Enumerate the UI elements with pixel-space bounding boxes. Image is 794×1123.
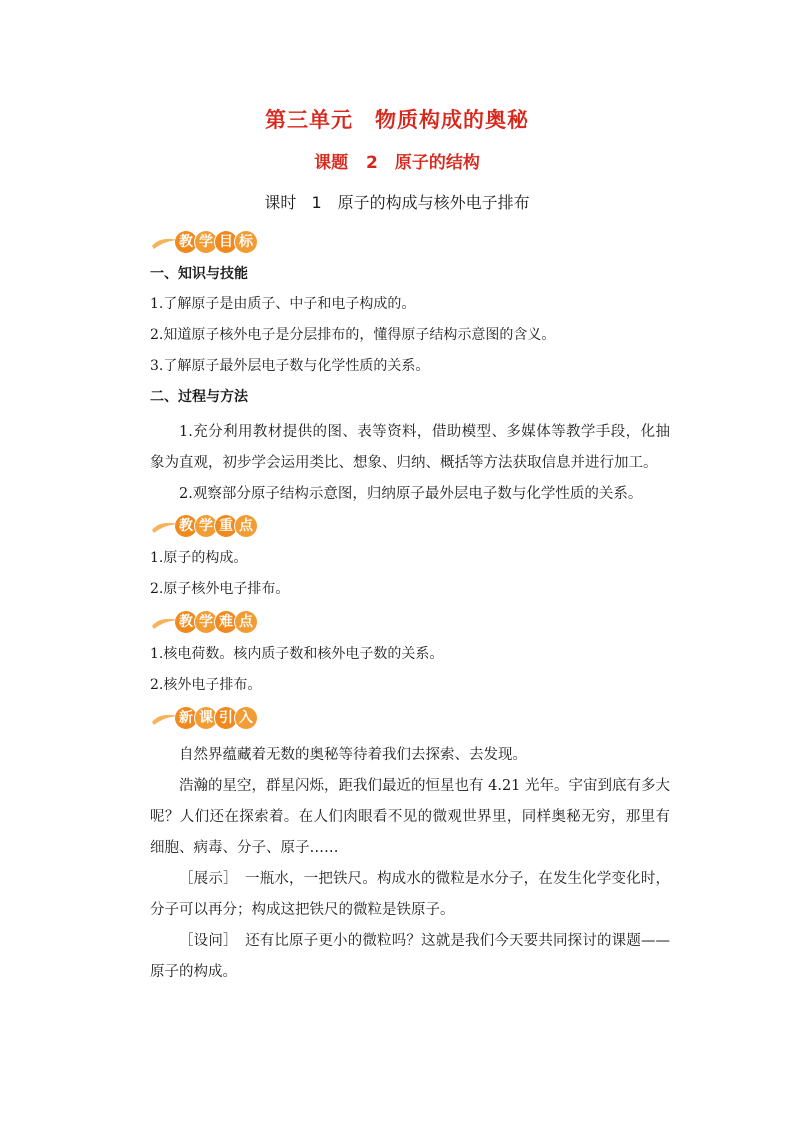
content-body: [150, 230, 670, 988]
badge-char: 重: [215, 515, 237, 537]
brush-stroke-icon: [150, 708, 180, 728]
key-points-badge: [150, 514, 670, 542]
key-point-item: 2.原子核外电子排布。: [150, 581, 290, 597]
knowledge-heading: 一、知识与技能: [150, 266, 248, 282]
knowledge-item: 2.知道原子核外电子是分层排布的，懂得原子结构示意图的含义。: [150, 327, 556, 343]
badge-char: 入: [235, 707, 257, 729]
badge-char: 学: [195, 515, 217, 537]
process-item: 1.充分利用教材提供的图、表等资料，借助模型、多媒体等教学手段，化抽象为直观，初步学会运用类比、想象、归纳、概括等方法获取信息并进行加工。: [150, 424, 670, 471]
badge-char: 课: [195, 707, 217, 729]
brush-stroke-icon: [150, 612, 180, 632]
badge-char: 新: [175, 707, 197, 729]
knowledge-item: 1.了解原子是由质子、中子和电子构成的。: [150, 296, 416, 312]
intro-paragraph: ［展示］ 一瓶水，一把铁尺。构成水的微粒是水分子，在发生化学变化时，分子可以再分；构成这把铁尺的微粒是铁原子。: [150, 871, 670, 918]
badge-char: 难: [215, 611, 237, 633]
knowledge-item: 3.了解原子最外层电子数与化学性质的关系。: [150, 358, 430, 374]
badge-char: 引: [215, 707, 237, 729]
badge-char: 学: [195, 231, 217, 253]
badge-char: 教: [175, 611, 197, 633]
process-heading: 二、过程与方法: [150, 389, 248, 405]
badge-char: 点: [235, 611, 257, 633]
brush-stroke-icon: [150, 232, 180, 252]
process-item: 2.观察部分原子结构示意图，归纳原子最外层电子数与化学性质的关系。: [179, 486, 643, 502]
difficulty-item: 2.核外电子排布。: [150, 677, 262, 693]
difficulties-badge: [150, 610, 670, 638]
unit-title: 第三单元 物质构成的奥秘: [265, 108, 529, 132]
badge-char: 教: [175, 231, 197, 253]
period-title: 课时 1 原子的构成与核外电子排布: [264, 193, 530, 212]
difficulty-item: 1.核电荷数。核内质子数和核外电子数的关系。: [150, 646, 444, 662]
key-point-item: 1.原子的构成。: [150, 550, 248, 566]
intro-badge: [150, 706, 670, 734]
badge-char: 目: [215, 231, 237, 253]
brush-stroke-icon: [150, 516, 180, 536]
badge-char: 点: [235, 515, 257, 537]
intro-paragraph: 自然界蕴藏着无数的奥秘等待着我们去探索、去发现。: [179, 747, 527, 763]
objectives-badge: [150, 230, 670, 258]
badge-char: 学: [195, 611, 217, 633]
lesson-title: 课题 2 原子的结构: [314, 153, 480, 173]
badge-char: 标: [235, 231, 257, 253]
intro-paragraph: 浩瀚的星空，群星闪烁，距我们最近的恒星也有 4.21 光年。宇宙到底有多大呢？人们还在探索着。在人们肉眼看不见的微观世界里，同样奥秘无穷，那里有细胞、病毒、分子、原子……: [150, 778, 671, 856]
badge-char: 教: [175, 515, 197, 537]
intro-paragraph: ［设问］ 还有比原子更小的微粒吗？这就是我们今天要共同探讨的课题——原子的构成。: [150, 933, 670, 980]
